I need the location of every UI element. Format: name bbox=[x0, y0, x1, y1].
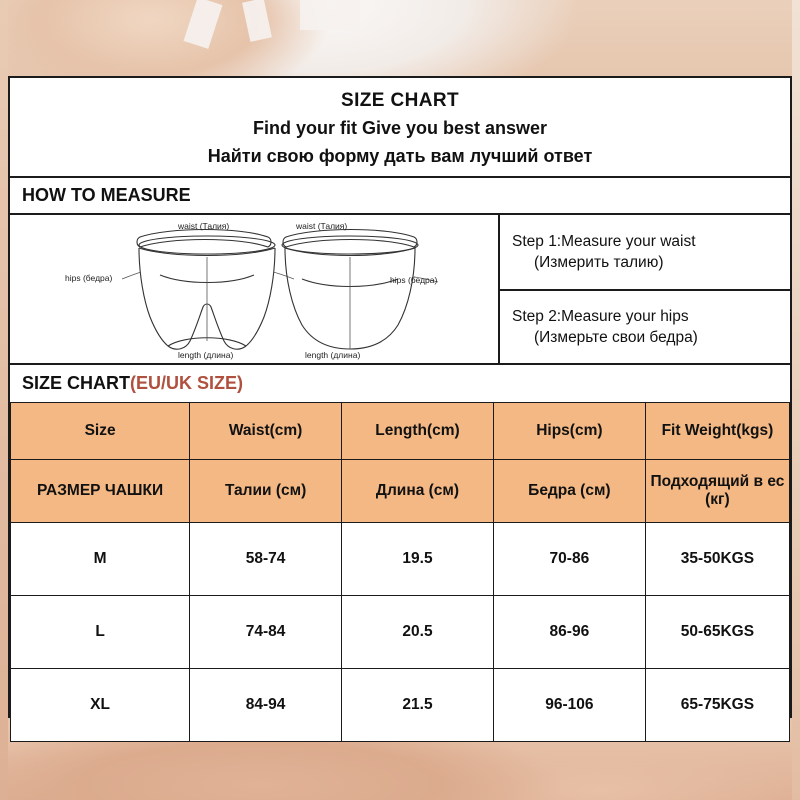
size-chart-card bbox=[8, 76, 792, 718]
step-2-line2: (Измерьте свои бедра) bbox=[534, 329, 698, 346]
page-title: SIZE CHART bbox=[341, 90, 459, 111]
cell-length: 19.5 bbox=[342, 523, 494, 596]
svg-text:length (длина): length (длина) bbox=[305, 350, 361, 360]
measure-steps bbox=[500, 215, 790, 363]
cell-waist: 84-94 bbox=[190, 669, 342, 742]
header-length-en: Length(cm) bbox=[342, 403, 494, 460]
step-1-line1: Step 1:Measure your waist bbox=[512, 233, 696, 250]
cell-length: 20.5 bbox=[342, 596, 494, 669]
subtitle-english: Find your fit Give you best answer bbox=[252, 118, 548, 138]
header-weight-en: Fit Weight(kgs) bbox=[645, 403, 789, 460]
svg-text:waist (Талия): waist (Талия) bbox=[178, 221, 230, 231]
header-hips-ru: Бедра (см) bbox=[493, 460, 645, 523]
step-1-line2: (Измерить талию) bbox=[534, 254, 664, 271]
table-row bbox=[11, 669, 790, 742]
size-chart-section-title-main: SIZE CHART bbox=[22, 373, 130, 393]
svg-text:hips (бедра): hips (бедра) bbox=[390, 275, 438, 285]
panty-diagram-svg bbox=[10, 215, 498, 363]
header-size-ru: РАЗМЕР ЧАШКИ bbox=[11, 460, 190, 523]
table-row bbox=[11, 523, 790, 596]
header-hips-en: Hips(cm) bbox=[493, 403, 645, 460]
cell-size: M bbox=[11, 523, 190, 596]
svg-text:length (длина): length (длина) bbox=[178, 350, 234, 360]
header-waist-ru: Талии (см) bbox=[190, 460, 342, 523]
svg-text:hips (бедра): hips (бедра) bbox=[65, 273, 113, 283]
cell-waist: 74-84 bbox=[190, 596, 342, 669]
cell-weight: 65-75KGS bbox=[645, 669, 789, 742]
header-waist-en: Waist(cm) bbox=[190, 403, 342, 460]
cell-size: L bbox=[11, 596, 190, 669]
how-to-measure-row bbox=[10, 213, 790, 363]
size-chart-section-title-region: (EU/UK SIZE) bbox=[130, 373, 244, 393]
step-1 bbox=[500, 215, 790, 289]
header-length-ru: Длина (см) bbox=[342, 460, 494, 523]
measure-diagrams bbox=[10, 215, 500, 363]
cell-length: 21.5 bbox=[342, 669, 494, 742]
subtitle-russian: Найти свою форму дать вам лучший ответ bbox=[207, 146, 593, 166]
background-photo-right bbox=[792, 0, 800, 800]
cell-hips: 96-106 bbox=[493, 669, 645, 742]
how-to-measure-title: HOW TO MEASURE bbox=[22, 185, 191, 205]
cell-weight: 50-65KGS bbox=[645, 596, 789, 669]
cell-waist: 58-74 bbox=[190, 523, 342, 596]
size-table bbox=[10, 402, 790, 742]
header-size-en: Size bbox=[11, 403, 190, 460]
step-2 bbox=[500, 289, 790, 363]
size-chart-section-title bbox=[10, 363, 790, 402]
cell-size: XL bbox=[11, 669, 190, 742]
card-header bbox=[10, 78, 790, 176]
table-row bbox=[11, 596, 790, 669]
table-header-row-en bbox=[11, 403, 790, 460]
table-header-row-ru bbox=[11, 460, 790, 523]
svg-text:waist (Талия): waist (Талия) bbox=[296, 221, 348, 231]
background-photo-left bbox=[0, 0, 8, 800]
cell-weight: 35-50KGS bbox=[645, 523, 789, 596]
header-weight-ru: Подходящий в ес (кг) bbox=[645, 460, 789, 523]
cell-hips: 70-86 bbox=[493, 523, 645, 596]
background-photo-top bbox=[0, 0, 800, 80]
cell-hips: 86-96 bbox=[493, 596, 645, 669]
step-2-line1: Step 2:Measure your hips bbox=[512, 308, 689, 325]
